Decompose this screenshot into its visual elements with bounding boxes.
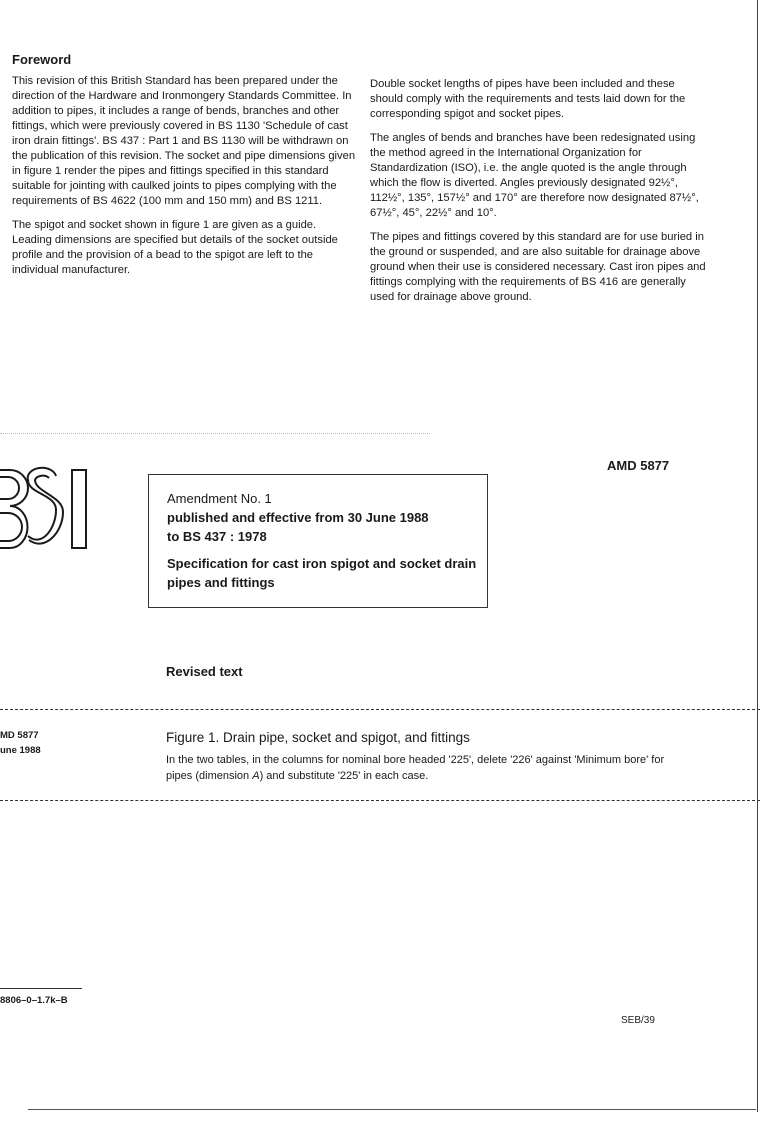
margin-amd-ref: MD 5877 xyxy=(0,730,39,741)
amendment-reference: AMD 5877 xyxy=(607,458,670,473)
amendment-standard: to BS 437 : 1978 xyxy=(167,529,267,544)
print-code: 8806–0–1.7k–B xyxy=(0,995,68,1006)
margin-note xyxy=(0,728,41,758)
foreword-left-column xyxy=(12,74,357,287)
margin-date: une 1988 xyxy=(0,745,41,756)
figure-title: Figure 1. Drain pipe, socket and spigot, and fittings xyxy=(166,730,470,745)
bsi-logo-icon xyxy=(0,466,90,552)
amendment-published: published and effective from 30 June 1988 xyxy=(167,510,429,525)
foreword-right-column xyxy=(370,77,710,314)
amendment-box xyxy=(148,474,488,608)
bottom-rule xyxy=(28,1109,756,1110)
foreword-paragraph: The angles of bends and branches have been redesignated using the method agreed in the International Organization for Standardization (ISO), i.e. the angle quoted is the angle through which the flow is diverted. Angles previously designated 92½°, 112½°, 135°, 157½° and 170° are therefore now designated 87½°, 67½°, 45°, 22½° and 10°. xyxy=(370,132,699,219)
note-text-end: ) and substitute '225' in each case. xyxy=(259,770,429,782)
code-rule xyxy=(0,988,82,989)
dashed-divider xyxy=(0,800,760,801)
figure-change-note xyxy=(166,752,686,784)
note-text-start: In the two tables, in the columns for nominal bore headed '225', delete '226' against 'Minimum bore' for pipes (dimension xyxy=(166,754,665,782)
foreword-paragraph: This revision of this British Standard has been prepared under the direction of the Hardware and Ironmongery Standards Committee. In addition to pipes, it includes a range of bends, branches and other fittings, which were previously covered in BS 1130 'Schedule of cast iron drain fittings'. BS 437 : Part 1 and BS 1130 will be withdrawn on the publication of this revision. The socket and pipe dimensions given in figure 1 render the pipes and fittings specified in this standard suitable for jointing with caulked joints to pipes complying with the requirements of BS 4622 (100 mm and 150 mm) and BS 1211. xyxy=(12,75,356,207)
foreword-paragraph: The spigot and socket shown in figure 1 are given as a guide. Leading dimensions are specified but details of the socket outside profile and the provision of a bead to the spigot are left to the individual manufacturer. xyxy=(12,219,338,276)
dashed-divider xyxy=(0,709,760,710)
amendment-number: Amendment No. 1 xyxy=(167,491,272,506)
scan-noise-divider xyxy=(0,433,430,435)
foreword-paragraph: The pipes and fittings covered by this standard are for use buried in the ground or suspended, and are also suitable for drainage above ground when their use is considered necessary. Cast iron pipes and fittings complying with the requirements of BS 416 are generally used for drainage above ground. xyxy=(370,231,706,303)
committee-reference: SEB/39 xyxy=(621,1015,655,1026)
foreword-paragraph: Double socket lengths of pipes have been included and these should comply with the requirements and tests laid down for the corresponding spigot and socket pipes. xyxy=(370,78,686,120)
amendment-title: Specification for cast iron spigot and socket drain pipes and fittings xyxy=(167,556,477,590)
right-edge-rule xyxy=(757,0,758,1112)
foreword-heading: Foreword xyxy=(12,52,72,67)
note-dimension-variable: A xyxy=(252,770,260,782)
revised-text-heading: Revised text xyxy=(166,664,243,679)
